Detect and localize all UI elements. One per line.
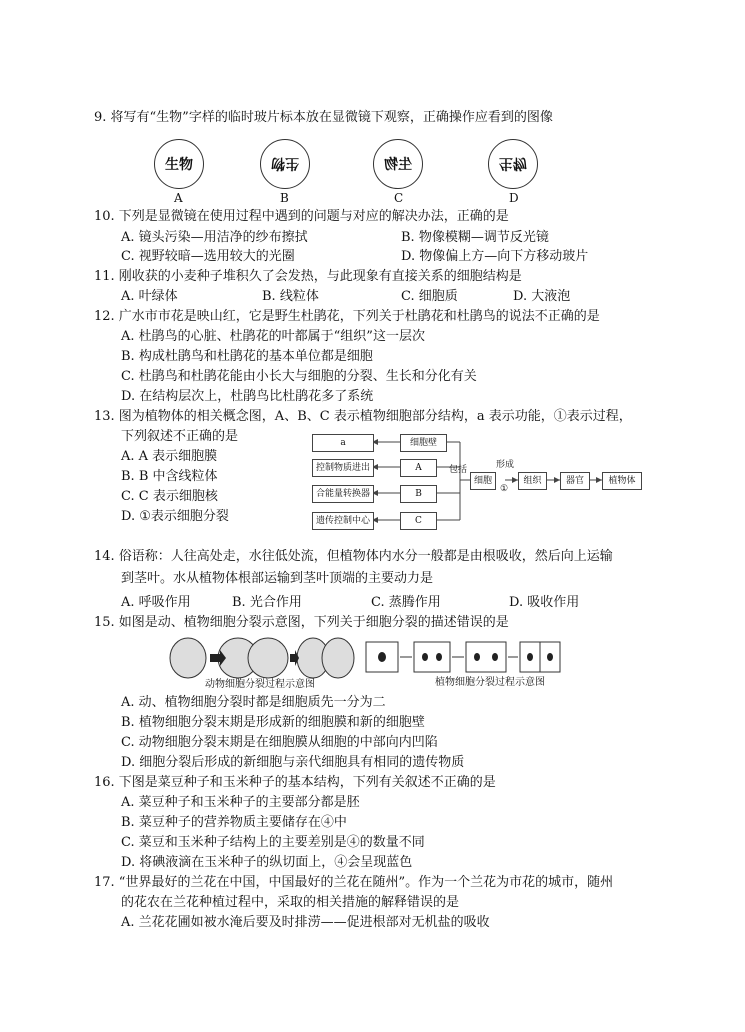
q13-stem2: 下列叙述不正确的是: [121, 429, 239, 444]
q11-opt-c: C. 细胞质: [401, 289, 458, 304]
q10-opt-b: B. 物像模糊—调节反光镜: [401, 230, 549, 245]
q11-opt-b: B. 线粒体: [262, 289, 319, 304]
box-control: 控制物质进出: [312, 459, 374, 477]
box-C: C: [400, 512, 437, 530]
q12-opt-d: D. 在结构层次上，杜鹃鸟比杜鹃花多了系统: [121, 389, 374, 404]
q10-opt-c: C. 视野较暗—选用较大的光圈: [121, 249, 295, 264]
image-a: [154, 139, 204, 189]
q14-opt-b: B. 光合作用: [232, 595, 302, 610]
label-a: A: [174, 191, 183, 205]
q13-opt-a: A. A 表示细胞膜: [121, 449, 218, 464]
image-b-text: 生物: [271, 155, 299, 171]
q16-opt-b: B. 菜豆种子的营养物质主要储存在④中: [121, 815, 347, 830]
q12-opt-c: C. 杜鹃鸟和杜鹃花能由小长大与细胞的分裂、生长和分化有关: [121, 369, 477, 384]
image-a-text: 生物: [165, 157, 193, 173]
label-c: C: [394, 191, 404, 205]
q14-opt-a: A. 呼吸作用: [121, 595, 191, 610]
q11-stem: 11. 刚收获的小麦种子堆积久了会发热，与此现象有直接关系的细胞结构是: [94, 269, 522, 284]
form-label: 形成: [496, 460, 515, 470]
q12-opt-b: B. 构成杜鹃鸟和杜鹃花的基本单位都是细胞: [121, 349, 373, 364]
q15-opt-c: C. 动物细胞分裂末期是在细胞膜从细胞的中部向内凹陷: [121, 735, 438, 750]
q16-stem: 16. 下图是菜豆种子和玉米种子的基本结构，下列有关叙述不正确的是: [94, 775, 496, 790]
q10-stem: 10. 下列是显微镜在使用过程中遇到的问题与对应的解决办法，正确的是: [94, 209, 509, 224]
box-a-func: a: [312, 434, 374, 452]
q14-opt-c: C. 蒸腾作用: [371, 595, 441, 610]
box-B: B: [400, 485, 437, 503]
q13-opt-c: C. C 表示细胞核: [121, 489, 218, 504]
q13-stem: 13. 图为植物体的相关概念图，A、B、C 表示植物细胞部分结构，a 表示功能，①表示过程，: [94, 409, 632, 424]
q12-opt-a: A. 杜鹃鸟的心脏、杜鹃花的叶都属于“组织”这一层次: [121, 329, 425, 344]
q10-opt-a: A. 镜头污染—用洁净的纱布擦拭: [121, 230, 308, 245]
box-cell-wall: 细胞壁: [400, 434, 447, 452]
q13-opt-d: D. ①表示细胞分裂: [121, 509, 229, 524]
plant-caption: 植物细胞分裂过程示意图: [435, 677, 545, 688]
box-cell: 细胞: [470, 472, 496, 490]
q9-stem: 9. 将写有“生物”字样的临时玻片标本放在显微镜下观察，正确操作应看到的图像: [94, 110, 553, 125]
box-plant: 植物体: [602, 472, 642, 490]
animal-caption: 动物细胞分裂过程示意图: [205, 679, 315, 690]
image-b: [260, 139, 310, 189]
q17-opt-a: A. 兰花花圃如被水淹后要及时排涝——促进根部对无机盐的吸收: [121, 915, 490, 930]
q17-stem2: 的花农在兰花种植过程中，采取的相关措施的解释错误的是: [121, 895, 460, 910]
q15-opt-d: D. 细胞分裂后形成的新细胞与亲代细胞具有相同的遗传物质: [121, 755, 465, 770]
step-label: ①: [500, 484, 509, 494]
label-d: D: [509, 191, 519, 205]
q11-opt-d: D. 大液泡: [513, 289, 571, 304]
image-c-text: 生物: [384, 157, 412, 173]
image-d: [488, 139, 538, 189]
include-label: 包括: [449, 465, 468, 475]
q16-opt-c: C. 菜豆和玉米种子结构上的主要差别是④的数量不同: [121, 835, 425, 850]
q14-opt-d: D. 吸收作用: [509, 595, 580, 610]
image-c: [373, 139, 423, 189]
q14-stem: 14. 俗语称：人往高处走，水往低处流，但植物体内水分一般都是由根吸收，然后向上运输: [94, 549, 613, 564]
image-d-text: 生物: [499, 155, 527, 171]
q11-opt-a: A. 叶绿体: [121, 289, 178, 304]
q15-opt-a: A. 动、植物细胞分裂时都是细胞质先一分为二: [121, 695, 386, 710]
concept-diagram: [310, 432, 670, 536]
q14-stem2: 到茎叶。水从植物体根部运输到茎叶顶端的主要动力是: [121, 571, 434, 586]
q17-stem: 17. “世界最好的兰花在中国，中国最好的兰花在随州”。作为一个兰花为市花的城市，随州: [94, 875, 614, 890]
box-genetic: 遗传控制中心: [312, 512, 374, 530]
box-organ: 器官: [560, 472, 590, 490]
box-energy: 合能量转换器: [312, 485, 374, 503]
q10-opt-d: D. 物像偏上方—向下方移动玻片: [401, 249, 589, 264]
q16-opt-d: D. 将碘液滴在玉米种子的纵切面上，④会呈现蓝色: [121, 855, 413, 870]
q13-opt-b: B. B 中含线粒体: [121, 469, 218, 484]
box-tissue: 组织: [518, 472, 547, 490]
box-A: A: [400, 459, 437, 477]
q15-opt-b: B. 植物细胞分裂末期是形成新的细胞膜和新的细胞壁: [121, 715, 425, 730]
label-b: B: [280, 191, 289, 205]
q15-stem: 15. 如图是动、植物细胞分裂示意图，下列关于细胞分裂的描述错误的是: [94, 615, 509, 630]
q12-stem: 12. 广水市市花是映山红，它是野生杜鹃花，下列关于杜鹃花和杜鹃鸟的说法不正确的是: [94, 309, 600, 324]
q16-opt-a: A. 菜豆种子和玉米种子的主要部分都是胚: [121, 795, 360, 810]
